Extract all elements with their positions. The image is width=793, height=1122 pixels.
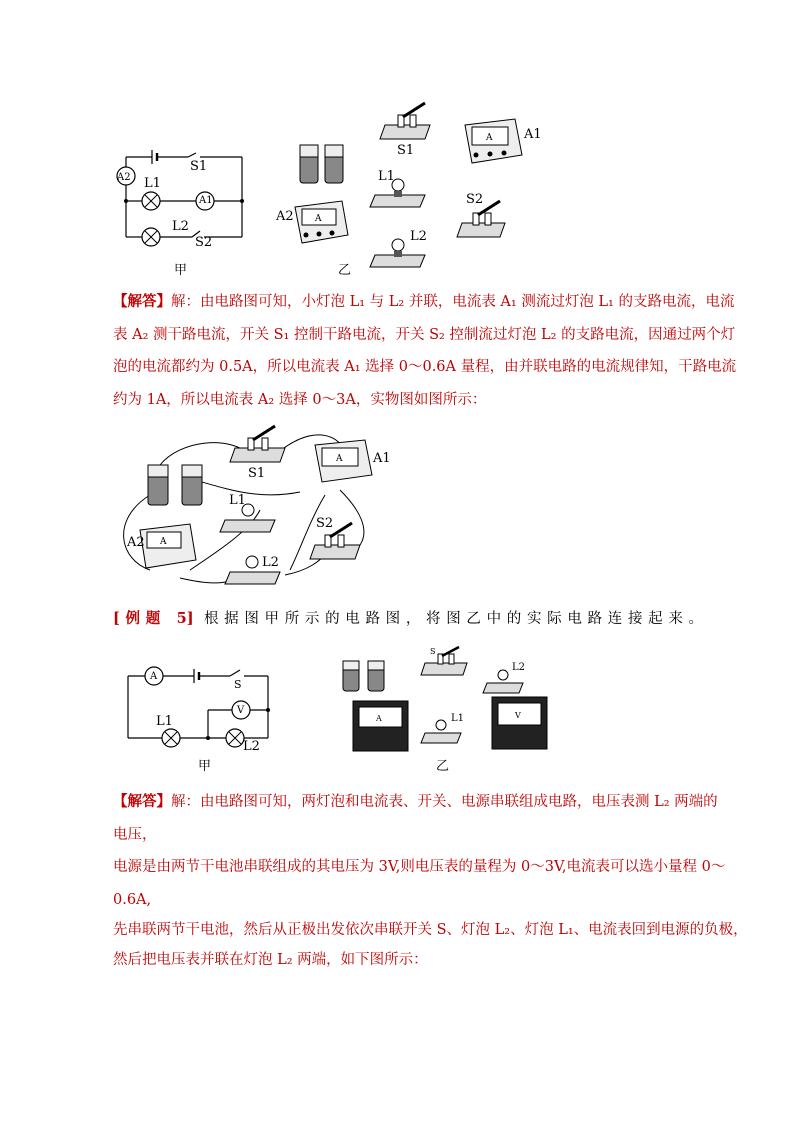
ammeter-a2-icon <box>295 201 348 243</box>
label-v: V <box>237 705 245 716</box>
svg-text:A: A <box>160 537 167 547</box>
answer2-line-2: 电压， <box>113 827 157 843</box>
figure1-circuit-diagram <box>110 145 250 255</box>
label-s: S <box>234 678 242 691</box>
label-s2: S2 <box>195 235 213 250</box>
fig2-label-a1: A1 <box>373 451 391 466</box>
label-l1-real: L1 <box>378 169 395 184</box>
lamp-l2-symbol-3 <box>226 729 244 747</box>
svg-text:A: A <box>336 454 343 464</box>
label-a1-real: A1 <box>524 127 542 142</box>
answer2-line-4: 0.6A, <box>113 892 152 908</box>
label-s1-real: S1 <box>397 143 415 158</box>
svg-text:V: V <box>515 711 521 720</box>
caption-jia-1: 甲 <box>174 263 188 278</box>
caption-jia-2: 甲 <box>198 759 212 774</box>
svg-text:A: A <box>376 714 382 723</box>
label-l2-real-3: L2 <box>512 662 526 673</box>
answer1-line-1: 【解答】解：由电路图可知，小灯泡 L₁ 与 L₂ 并联，电流表 A₁ 测流过灯泡 L₁ 的支路电流，电流 <box>113 293 735 310</box>
fig2-label-l2: L2 <box>262 555 279 570</box>
fig2-label-s1: S1 <box>248 466 266 481</box>
answer2-line-6: 然后把电压表并联在灯泡 L₂ 两端，如下图所示： <box>113 952 428 968</box>
ammeter-a1-icon <box>465 119 522 163</box>
label-l1: L1 <box>144 176 161 191</box>
label-l1-real-3: L1 <box>451 713 465 724</box>
label-s1: S1 <box>190 159 208 174</box>
label-a2: A2 <box>117 172 131 183</box>
svg-text:A: A <box>486 133 493 143</box>
switch-s1-icon <box>380 103 430 139</box>
answer2-line-3: 电源是由两节干电池串联组成的其电压为 3V,则电压表的量程为 0～3V,电流表可以选小量程 0～ <box>113 859 726 875</box>
answer1-line-3: 泡的电流都约为 0.5A，所以电流表 A₁ 选择 0～0.6A 量程，由并联电路的电流规律知，干路电流 <box>113 359 737 375</box>
label-a2-real: A2 <box>276 209 294 224</box>
svg-text:A: A <box>315 214 322 224</box>
figure3-components <box>335 645 565 755</box>
figure2-wired-circuit <box>110 420 410 590</box>
label-l2-3: L2 <box>243 739 260 754</box>
answer2-line-1: 【解答】解：由电路图可知，两灯泡和电流表、开关、电源串联组成电路，电压表测 L₂ 两端的 <box>113 793 718 810</box>
label-l2: L2 <box>172 219 189 234</box>
fig2-label-a2: A2 <box>127 535 145 550</box>
label-a1: A1 <box>199 195 213 206</box>
label-a: A <box>150 671 158 682</box>
lamp-l2-symbol <box>142 228 160 246</box>
answer1-line-2: 表 A₂ 测干路电流，开关 S₁ 控制干路电流，开关 S₂ 控制流过灯泡 L₂ 的支路电流，因通过两个灯 <box>113 327 736 343</box>
svg-text:S: S <box>430 647 436 656</box>
battery-pair-icon <box>300 145 343 183</box>
fig2-label-s2: S2 <box>316 516 334 531</box>
label-l2-real: L2 <box>410 229 427 244</box>
label-s2-real: S2 <box>466 192 484 207</box>
answer2-line-5: 先串联两节干电池，然后从正极出发依次串联开关 S、灯泡 L₂、灯泡 L₁、电流表回到电源的负极， <box>113 922 748 938</box>
lamp-l1-symbol <box>142 192 160 210</box>
caption-yi-2: 乙 <box>436 759 450 774</box>
example5-line: [例题 5] 根据图甲所示的电路图，将图乙中的实际电路连接起来。 <box>113 610 704 627</box>
lamp-l1-symbol-3 <box>162 729 180 747</box>
caption-yi-1: 乙 <box>338 263 352 278</box>
answer1-line-4: 约为 1A，所以电流表 A₂ 选择 0～3A，实物图如图所示： <box>113 392 487 408</box>
figure1-components <box>290 95 560 275</box>
label-l1-3: L1 <box>156 714 173 729</box>
fig2-label-l1: L1 <box>229 493 246 508</box>
